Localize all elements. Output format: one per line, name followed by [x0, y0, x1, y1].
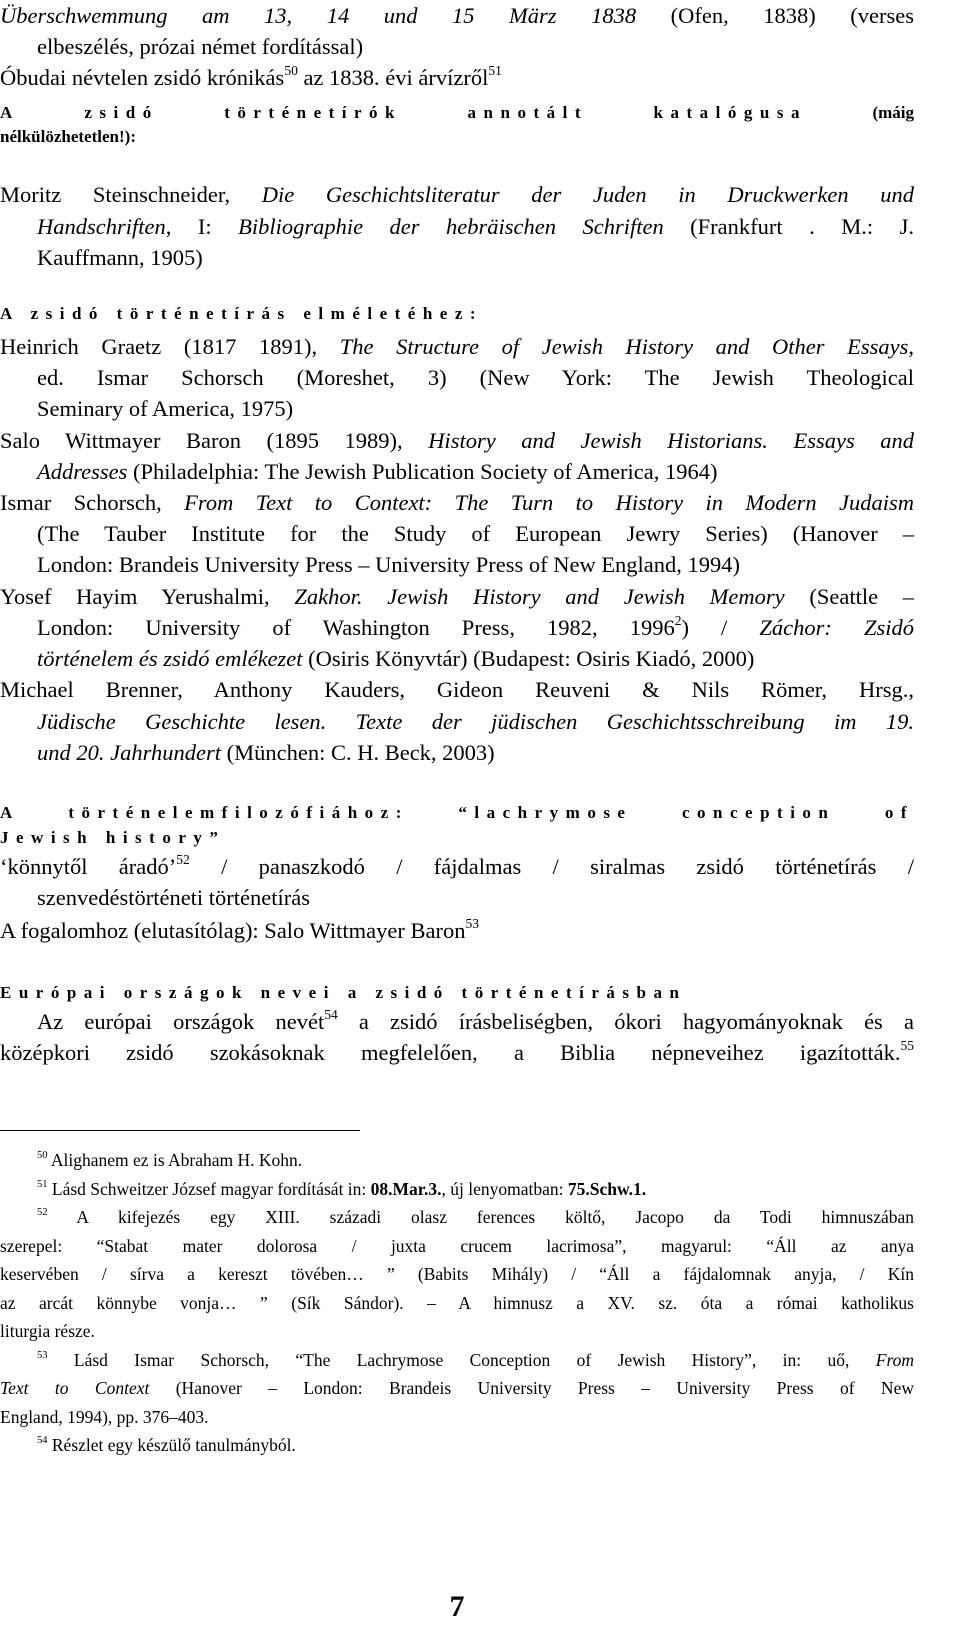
section-heading-countries: Európai országok nevei a zsidó történetírásban: [0, 983, 687, 1002]
footnote-ref-52[interactable]: 52: [176, 851, 190, 867]
entry-steinschneider-line-1: Moritz Steinschneider, Die Geschichtsliteratur der Juden in Druckwerken und: [0, 182, 914, 207]
section-heading-philosophy: A történelemfilozófiához: “lachrymose conception of: [0, 803, 915, 822]
footnote-ref-51[interactable]: 51: [488, 62, 502, 78]
section-heading-philosophy-cont: Jewish history”: [0, 828, 226, 847]
entry-steinschneider-line-2: Handschriften, I: Bibliographie der hebräischen Schriften (Frankfurt . M.: J.: [37, 214, 914, 239]
intro-line-2: elbeszélés, prózai német fordítással): [37, 34, 364, 59]
page-number: 7: [449, 1590, 465, 1623]
entry-brenner-line-3: und 20. Jahrhundert (München: C. H. Beck, 2003): [37, 740, 495, 765]
section-heading-catalogue-cont: nélkülözhetetlen!):: [0, 127, 136, 146]
section-heading-catalogue: A zsidó történetírók annotált katalógusa (máig: [0, 103, 915, 122]
footnote-54: $^{54}$ Részlet egy készülő tanulmányból.: [37, 1435, 296, 1455]
footnote-ref-55[interactable]: 55: [900, 1037, 914, 1053]
lachrymose-line-3: A fogalomhoz (elutasítólag): Salo Wittmayer Baron$^{53}$: [0, 915, 479, 943]
footnote-separator: [0, 1130, 360, 1131]
entry-graetz-line-2: ed. Ismar Schorsch (Moreshet, 3) (New York: The Jewish Theological: [37, 365, 914, 390]
entry-yerushalmi-line-1: Yosef Hayim Yerushalmi, Zakhor. Jewish History and Jewish Memory (Seattle –: [0, 584, 914, 609]
entry-graetz-line-1: Heinrich Graetz (1817 1891), The Structure of Jewish History and Other Essays,: [0, 334, 914, 359]
entry-yerushalmi-line-2: London: University of Washington Press, 1982, 1996$^2$) / Záchor: Zsidó: [37, 612, 914, 640]
entry-baron-line-1: Salo Wittmayer Baron (1895 1989), History and Jewish Historians. Essays and: [0, 428, 914, 453]
footnote-53-line-3: England, 1994), pp. 376–403.: [0, 1407, 209, 1427]
entry-yerushalmi-line-3: történelem és zsidó emlékezet (Osiris Könyvtár) (Budapest: Osiris Kiadó, 2000): [37, 646, 755, 671]
entry-brenner-line-1: Michael Brenner, Anthony Kauders, Gideon Reuveni & Nils Römer, Hrsg.,: [0, 677, 914, 702]
footnote-53-line-2: Text to Context (Hanover – London: Brandeis University Press – University Press of New: [0, 1378, 914, 1398]
entry-baron-line-2: Addresses (Philadelphia: The Jewish Publication Society of America, 1964): [37, 459, 718, 484]
footnote-52-line-3: keservében / sírva a kereszt tövében… ” (Babits Mihály) / “Áll a fájdalomnak anyja, / Kín: [0, 1264, 914, 1284]
lachrymose-line-2: szenvedéstörténeti történetírás: [37, 885, 311, 910]
countries-para-line-2: középkori zsidó szokásoknak megfelelően, a Biblia népneveihez igazították.$^{55}$: [0, 1037, 914, 1065]
footnote-53-line-1: $^{53}$ Lásd Ismar Schorsch, “The Lachrymose Conception of Jewish History”, in: uő, From: [37, 1350, 914, 1370]
countries-para-line-1: Az európai országok nevét$^{54}$ a zsidó írásbeliségben, ókori hagyományoknak és a: [37, 1006, 914, 1034]
footnote-ref-53[interactable]: 53: [465, 915, 479, 931]
intro-line-3: Óbudai névtelen zsidó krónikás$^{50}$ az 1838. évi árvízről$^{51}$: [0, 62, 502, 90]
footnote-51: $^{51}$ Lásd Schweitzer József magyar fordítását in: 08.Mar.3., új lenyomatban: 75.Schw.1.: [37, 1179, 647, 1199]
entry-brenner-line-2: Jüdische Geschichte lesen. Texte der jüdischen Geschichtsschreibung im 19.: [37, 709, 914, 734]
footnote-ref-50[interactable]: 50: [284, 62, 298, 78]
footnote-52-line-5: liturgia része.: [0, 1321, 95, 1341]
entry-schorsch-line-3: London: Brandeis University Press – University Press of New England, 1994): [37, 552, 741, 577]
footnote-52-line-4: az arcát könnybe vonja… ” (Sík Sándor). – A himnusz a XV. sz. óta a római katholikus: [0, 1293, 914, 1313]
entry-schorsch-line-1: Ismar Schorsch, From Text to Context: The Turn to History in Modern Judaism: [0, 490, 915, 515]
footnote-50: $^{50}$ Alighanem ez is Abraham H. Kohn.: [37, 1150, 303, 1170]
footnote-ref-54[interactable]: 54: [324, 1006, 338, 1022]
entry-steinschneider-line-3: Kauffmann, 1905): [37, 245, 203, 270]
section-heading-theory: A zsidó történetírás elméletéhez:: [0, 304, 484, 323]
entry-schorsch-line-2: (The Tauber Institute for the Study of European Jewry Series) (Hanover –: [37, 521, 914, 546]
entry-graetz-line-3: Seminary of America, 1975): [37, 396, 294, 421]
footnote-52-line-1: $^{52}$ A kifejezés egy XIII. századi olasz ferences költő, Jacopo da Todi himnuszában: [37, 1207, 914, 1227]
footnote-52-line-2: szerepel: “Stabat mater dolorosa / juxta crucem lacrimosa”, magyarul: “Áll az anya: [0, 1236, 914, 1256]
intro-line-1: Überschwemmung am 13, 14 und 15 März 1838 (Ofen, 1838) (verses: [0, 3, 915, 28]
lachrymose-line-1: ‘könnytől áradó’$^{52}$ / panaszkodó / fájdalmas / siralmas zsidó történetírás /: [0, 851, 914, 879]
